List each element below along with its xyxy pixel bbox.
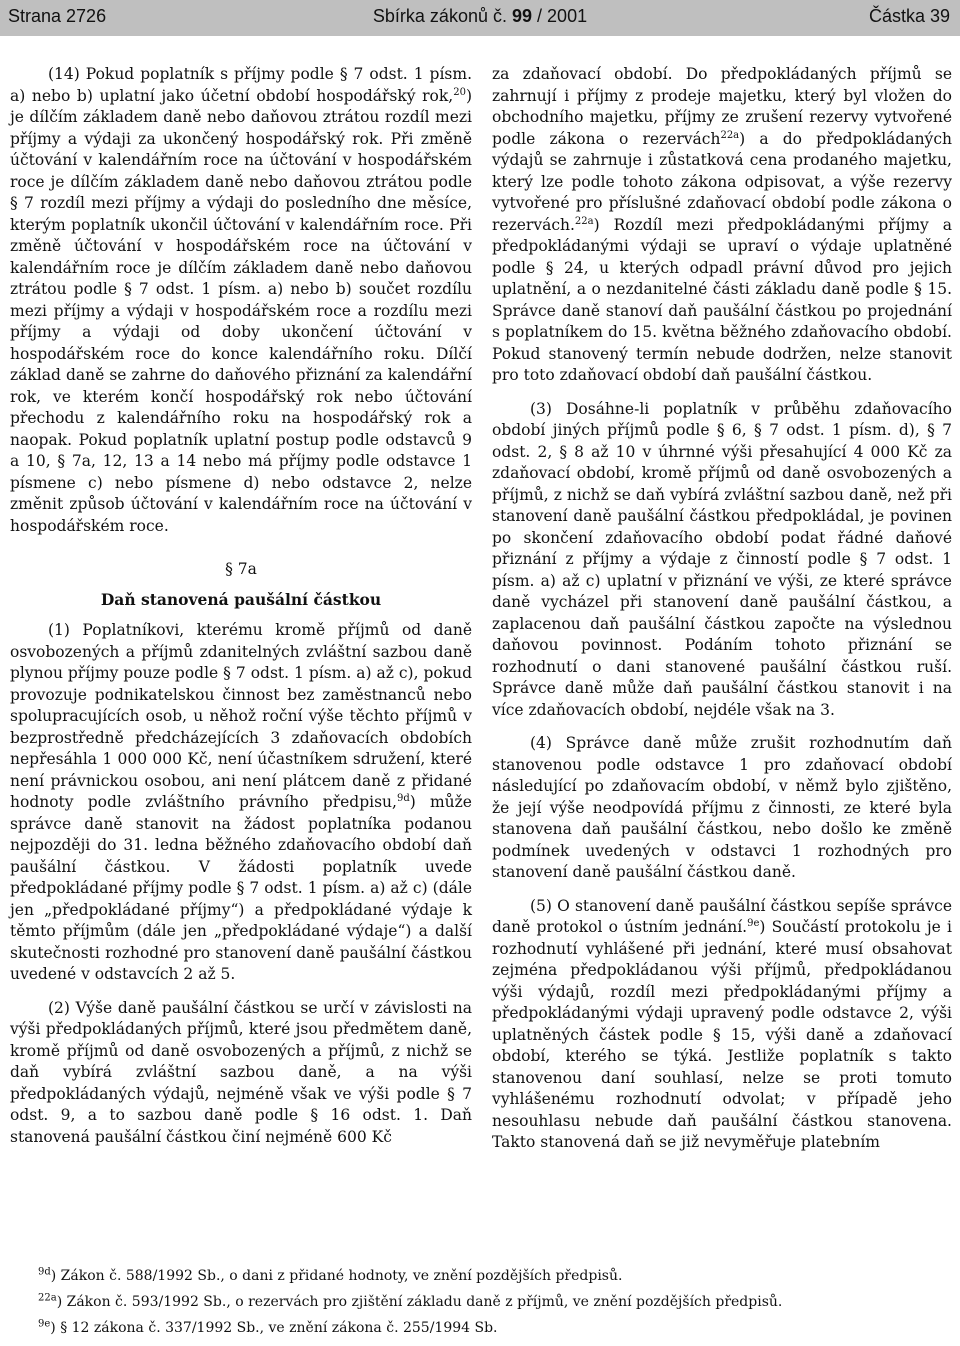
footnote-ref: 22a (574, 215, 594, 227)
section-number: § 7a (225, 560, 257, 578)
footnote-item (38, 1316, 498, 1340)
paragraph-5-text: (5) O stanovení daně paušální částkou sepíše správce daně protokol o ústním jednání. (492, 896, 952, 936)
paragraph-2: (2) Výše daně paušální částkou se určí v závislosti na výši předpokládaných příjmů, které jsou předmětem daně, kromě příjmů od daně osvobozených a příjmů, z nichž se daň vybírá zvláštní sazbou daně, a na výši předpokládaných výdajů, nejméně však ve výši podle § 7 odst. 9, a to sazbou daně podle § 16 odst. 1. Daň stanovená paušální částkou činí nejméně 600 Kč (10, 998, 472, 1146)
issue-number: Částka 39 (868, 6, 950, 26)
continued-text: za zdaňovací období. Do předpokládaných příjmů se zahrnují i příjmy z prodeje majetku, který byl vložen do obchodního majetku, příjmy ze zrušení rezervy vytvořené podle zákona o rezervách (492, 65, 952, 148)
paragraph-14 (10, 64, 472, 537)
collection-title (0, 6, 960, 27)
paragraph-3: (3) Dosáhne-li poplatník v průběhu zdaňovacího období jiných příjmů podle § 6, § 7 odst. 1 písm. d), § 7 odst. 2, § 8 až 10 v úhrnné výši přesahující 4 000 Kč za zdaňovací období, kromě příjmů od daně osvobozených a příjmů, z nichž se daň vybírá zvláštní sazbou daně, než při stanovení daně paušální částkou předpokládal, je povinen po skončení zdaňovacího období podat řádné daňové přiznání z příjmy a výdaje z činností podle § 7 odst. 1 písm. a) až c) uplatní v přiznání ve výši, ze které správce daně vycházel při stanovení daně paušální částkou, a zaplacenou daň paušální částkou započte na výslednou daňovou povinnost. Podáním tohoto přiznání se rozhodnutí o dani stanovené paušální částkou ruší. Správce daně může daň paušální částkou stanovit i na více zdaňovacích období, nejdéle však na 3. (492, 399, 952, 719)
footnote-ref: 22a (720, 129, 740, 141)
section-title: Daň stanovená paušální částkou (100, 589, 382, 609)
paragraph-1-text-rest: ) může správce daně stanovit na žádost poplatníka podanou nejpozději do 31. ledna běžného zdaňovacího období daň paušální částkou. V žádosti poplatník uvede předpokládané příjmy podle § 7 odst. 1 písm. a) až c) (dále jen „předpokládané příjmy“) a předpokládané výdaje k těmto příjmům (dále jen „předpokládané výdaje“) a další skutečnosti rozhodné pro stanovení daně paušální částkou uvedené v odstavcích 2 až 5. (10, 793, 472, 983)
footnote-ref: 9e (747, 917, 760, 929)
continued-text-2: ) a do předpokládaných výdajů se zahrnuje i zůstatková cena prodaného majetku, který lze podle tohoto zákona odpisovat, a výše rezervy vytvořené pro příslušné zdaňovací období podle zákona o rezervách. (492, 129, 952, 234)
right-column (492, 64, 952, 1154)
paragraph-5 (492, 896, 952, 1154)
collection-year: / 2001 (537, 6, 588, 26)
collection-number: 99 (512, 6, 533, 26)
footnote-ref: 20 (453, 86, 466, 98)
collection-prefix: Sbírka zákonů č. (372, 6, 507, 26)
footnote-text: ) § 12 zákona č. 337/1992 Sb., ve znění zákona č. 255/1994 Sb. (50, 1320, 498, 1336)
paragraph-14-text: (14) Pokud poplatník s příjmy podle § 7 odst. 1 písm. a) nebo b) uplatní jako účetní období hospodářský rok, (10, 65, 472, 105)
footnote-mark: 9d (38, 1266, 51, 1278)
paragraph-14-text-rest: ) je dílčím základem daně nebo daňovou ztrátou rozdíl mezi příjmy a výdaji za ukončený hospodářský rok. Při změně účtování v kalendářním roce na účtování v hospodářském roce je dílčím základem daně nebo daňovou ztrátou podle § 7 rozdíl mezi příjmy a výdaji do posledního dne měsíce, kterým poplatník ukončil účtování v kalendářním roce. Při změně účtování v hospodářském roce na účtování v kalendářním roce je dílčím základem daně nebo daňovou ztrátou podle § 7 odst. 1 písm. a) nebo b) součet rozdílu mezi příjmy a výdaji v hospodářském roce a rozdílu mezi příjmy a výdaji od doby ukončení účtování v hospodářském roce do konce kalendářního roku. Dílčí základ daně se zahrne do daňového přiznání za kalendářní rok, ve kterém končí hospodářský rok nebo účtování přechodu z kalendářního roku na hospodářský rok a naopak. Pokud poplatník uplatní postup podle odstavců 9 a 10, § 7a, 12, 13 a 14 nebo má příjmy podle odstavce 1 písmene c) nebo písmene d) nebo odstavce 2, nelze změnit způsob účtování v kalendářním roce na účtování v hospodářském roce. (10, 86, 472, 535)
section-heading (10, 559, 472, 610)
footnote-item (38, 1264, 622, 1288)
footnote-text: ) Zákon č. 588/1992 Sb., o dani z přidané hodnoty, ve znění pozdějších předpisů. (50, 1268, 623, 1284)
continued-text-3: ) Rozdíl mezi předpokládanými příjmy a předpokládanými výdaji se upraví o výdaje uplatněné podle § 24, u kterých odpadl právní důvod pro jejich uplatnění, a o nezdanitelné části základu daně podle § 15. Správce daně stanoví daň paušální částkou po projednání s poplatníkem do 15. května běžného zdaňovacího období. Pokud stanovený termín nebude dodržen, nelze stanovit pro toto zdaňovací období daň paušální částkou. (492, 215, 952, 384)
footnote-mark: 22a (38, 1292, 57, 1304)
paragraph-4: (4) Správce daně může zrušit rozhodnutím daň stanovenou podle odstavce 1 pro zdaňovací období následující po zdaňovacím období, v němž bylo zjištěno, že její výše neodpovídá příjmu z činnosti, ze které byla stanovena daň paušální částkou, nebo došlo ke změně podmínek uvedených v odstavci 1 rozhodných pro stanovení daně paušální částkou daně. (492, 734, 952, 881)
paragraph-1-text: (1) Poplatníkovi, kterému kromě příjmů od daně osvobozených a příjmů zdanitelných zvláštní sazbou daně plynou příjmy pouze podle § 7 odst. 1 písm. a) až c), pokud provozuje podnikatelskou činnost bez zaměstnanců nebo spolupracujících osob, u něhož roční výše těchto příjmů v bezprostředně předcházejících 3 zdaňovacích obdobích nepřesáhla 1 000 000 Kč, není účastníkem sdružení, které není právnickou osobou, ani není plátcem daně z přidané hodnoty podle zvláštního právního předpisu, (10, 621, 472, 811)
footnote-mark: 9e (38, 1318, 51, 1330)
paragraph-2-continued (492, 64, 952, 387)
footnote-ref: 9d (396, 792, 410, 804)
paragraph-1 (10, 620, 472, 986)
footnote-text: ) Zákon č. 593/1992 Sb., o rezervách pro zjištění základu daně z příjmů, ve znění pozdějších předpisů. (56, 1294, 783, 1310)
page-header (0, 0, 960, 36)
left-column (10, 64, 472, 1148)
page-number: Strana 2726 (8, 6, 107, 26)
paragraph-5-text-rest: ) Součástí protokolu je i rozhodnutí vyhlášené při jednání, které musí obsahovat zejména předpokládanou výši příjmů, předpokládanou výši výdajů, rozdíl mezi předpokládanými příjmy a předpokládanými výdaji upravený podle odstavce 2, výši uplatněných částek podle § 15, výši daně a zdaňovací období, kterého se týká. Jestliže poplatník s takto stanovenou daní souhlasí, nelze se proti tomuto vyhlášenému rozhodnutí odvolat; v případě jeho nesouhlasu nebude daň paušální částkou stanovena. Takto stanovená daň se již nevyměřuje platebním (492, 918, 953, 1151)
footnote-item (38, 1290, 782, 1314)
